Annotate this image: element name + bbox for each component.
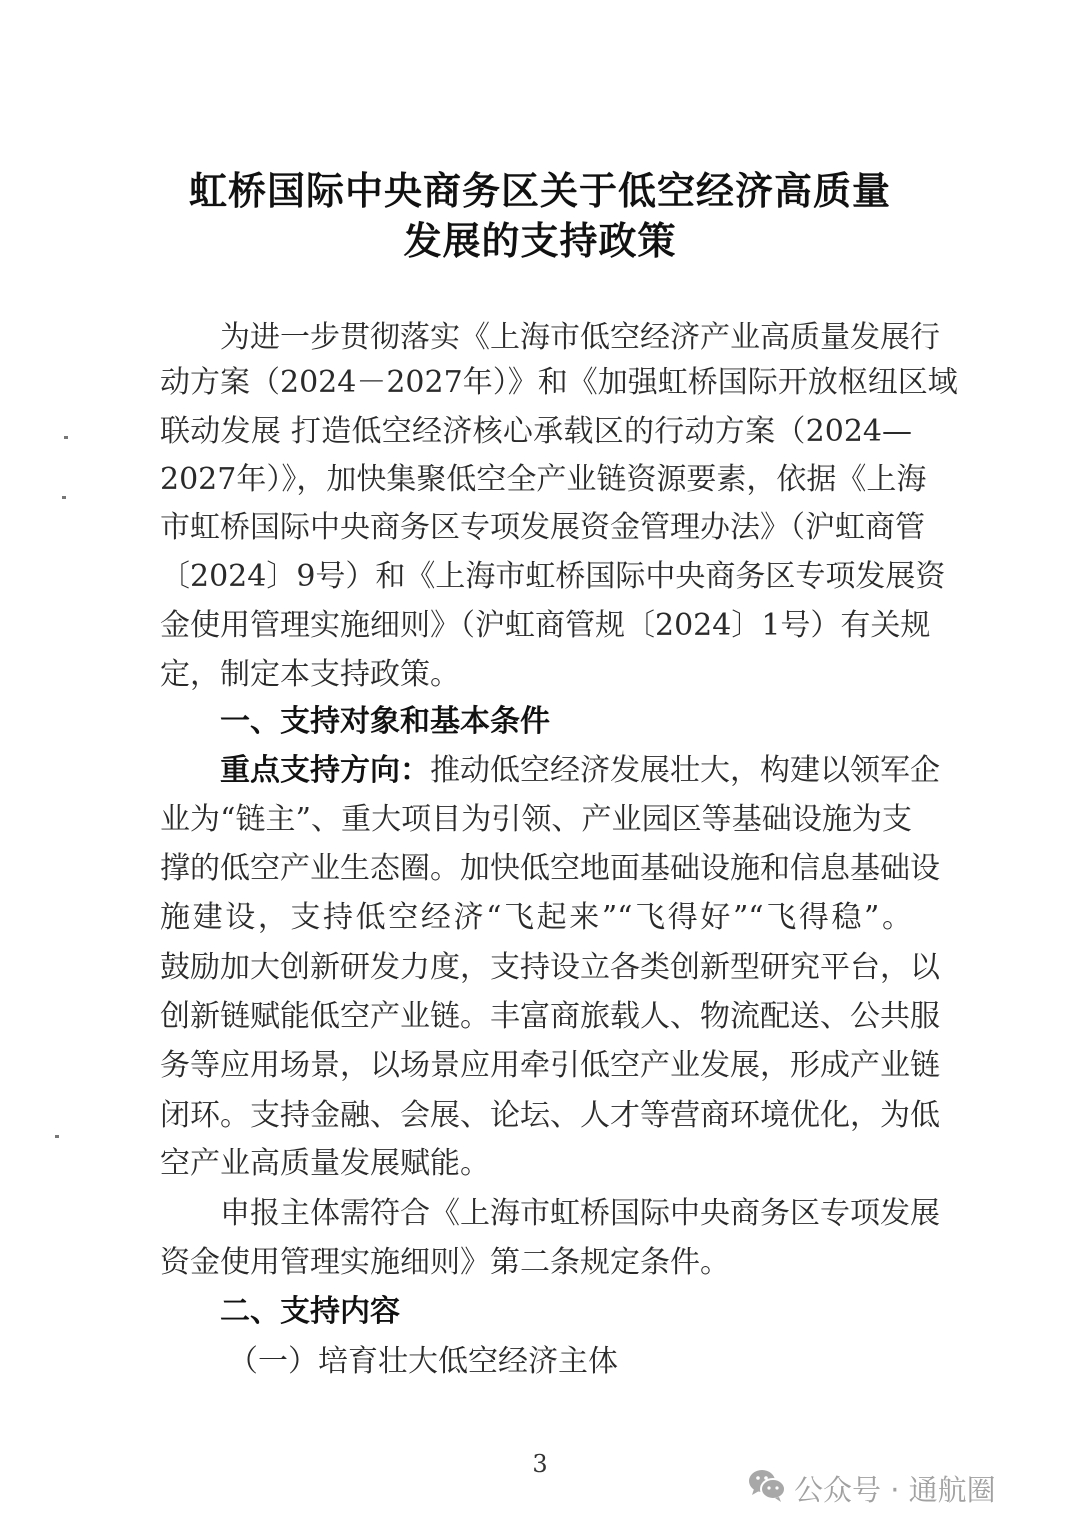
watermark (748, 1468, 996, 1509)
paragraph-line: 施建设，支持低空经济“飞起来”“飞得好”“飞得稳”。 (160, 900, 912, 935)
document-title-line-1: 虹桥国际中央商务区关于低空经济高质量 (188, 168, 891, 213)
paragraph-line: 〔2024〕9号）和《上海市虹桥国际中央商务区专项发展资 (160, 559, 946, 594)
paragraph-line (220, 751, 940, 791)
scan-speck (62, 496, 66, 499)
scan-speck (64, 436, 68, 439)
wechat-icon (748, 1468, 786, 1509)
section-heading-2: 二、支持内容 (220, 1294, 400, 1329)
paragraph-line: 资金使用管理实施细则》第二条规定条件。 (160, 1245, 730, 1280)
paragraph-line: 联动发展 打造低空经济核心承载区的行动方案（2024— (160, 414, 912, 449)
page-number: 3 (532, 1450, 548, 1478)
document-title-line-2: 发展的支持政策 (403, 218, 677, 263)
paragraph-line: 鼓励加大创新研发力度，支持设立各类创新型研究平台，以 (160, 950, 940, 985)
paragraph-line: 为进一步贯彻落实《上海市低空经济产业高质量发展行 (220, 320, 940, 355)
paragraph-line: 空产业高质量发展赋能。 (160, 1146, 490, 1181)
paragraph-line: 创新链赋能低空产业链。丰富商旅载人、物流配送、公共服 (160, 999, 940, 1034)
scan-speck (55, 1135, 59, 1138)
paragraph-line: 撑的低空产业生态圈。加快低空地面基础设施和信息基础设 (160, 851, 940, 886)
section-heading-1: 一、支持对象和基本条件 (220, 704, 550, 739)
paragraph-line: 定，制定本支持政策。 (160, 657, 460, 692)
watermark-text: 公众号 · 通航圈 (794, 1473, 996, 1507)
subsection-heading: （一）培育壮大低空经济主体 (228, 1344, 618, 1379)
paragraph-line: 金使用管理实施细则》（沪虹商管规〔2024〕1号）有关规 (160, 608, 931, 643)
paragraph-line: 动方案（2024－2027年）》和《加强虹桥国际开放枢纽区域 (160, 365, 958, 400)
paragraph-text: 推动低空经济发展壮大，构建以领军企 (430, 753, 940, 788)
paragraph-line: 务等应用场景，以场景应用牵引低空产业发展，形成产业链 (160, 1048, 940, 1083)
paragraph-line: 闭环。支持金融、会展、论坛、人才等营商环境优化，为低 (160, 1098, 940, 1133)
paragraph-line: 业为“链主”、重大项目为引领、产业园区等基础设施为支 (160, 802, 912, 837)
paragraph-line: 申报主体需符合《上海市虹桥国际中央商务区专项发展 (220, 1196, 940, 1231)
paragraph-line: 市虹桥国际中央商务区专项发展资金管理办法》（沪虹商管 (160, 510, 925, 545)
key-direction-label: 重点支持方向： (220, 753, 430, 788)
paragraph-line: 2027年）》，加快集聚低空全产业链资源要素，依据《上海 (160, 462, 927, 497)
